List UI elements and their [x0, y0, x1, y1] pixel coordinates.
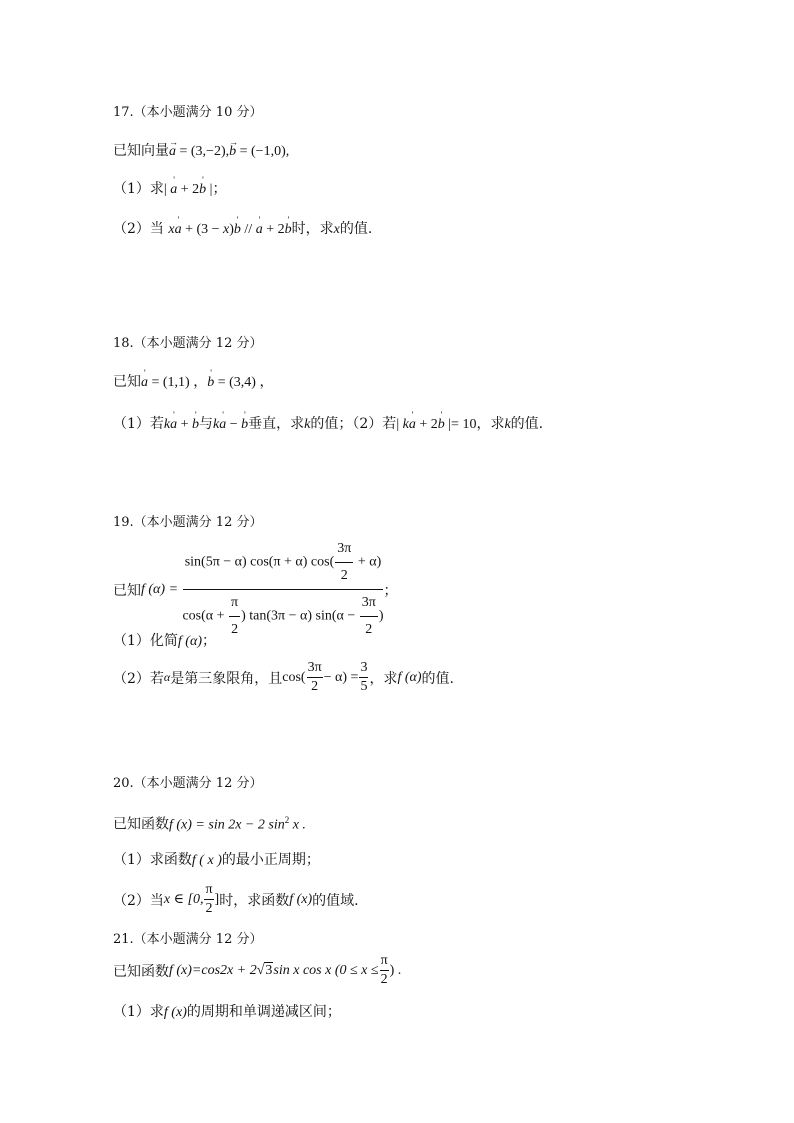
tail-text: ；: [383, 582, 398, 599]
tail-text: 的最小正周期；: [221, 852, 320, 868]
vector-a: → a: [169, 143, 176, 161]
expr-part: + 2: [262, 222, 285, 237]
abs-close: |；: [206, 182, 227, 197]
vector-b: ' b: [192, 416, 199, 434]
tail-text: 的值.: [339, 221, 373, 237]
f-alpha: f (α) =: [141, 581, 179, 597]
problem-19-given: [113, 538, 397, 641]
parallel-symbol: //: [240, 222, 256, 237]
abs-close: |= 10: [444, 417, 477, 432]
fraction-denominator: 2: [231, 622, 239, 637]
fraction-denominator: 2: [340, 568, 348, 583]
problem-21-given: [113, 953, 401, 988]
given-prefix: 已知函数: [113, 963, 169, 980]
fraction-denominator: 2: [380, 972, 388, 987]
expr-part: − α) =: [323, 669, 359, 685]
vector-a: ' a: [409, 416, 416, 434]
vector-a: ' a: [219, 416, 226, 434]
vector-b: ' b: [438, 416, 445, 434]
problem-20-part-1: [113, 851, 320, 870]
fraction-numerator: π: [204, 882, 213, 900]
problem-21-part-1: [113, 1003, 341, 1022]
var-x: x: [168, 222, 175, 237]
plus-two: + 2: [415, 417, 438, 432]
var-k: k: [163, 417, 171, 432]
perp-text: 垂直，求: [248, 416, 305, 432]
var-k: k: [213, 417, 220, 432]
var-k: k: [504, 417, 511, 432]
problem-20-heading: 20.（本小题满分 12 分）: [113, 776, 263, 791]
plus: +: [177, 417, 193, 432]
function-expr-tail: ) .: [389, 962, 402, 978]
expr-part: cos(α +: [182, 608, 229, 624]
var-x: x: [333, 222, 340, 237]
expr-part: sin(5π − α) cos(π + α) cos(: [184, 554, 335, 570]
bracket-close: ]: [214, 891, 220, 907]
vector-a: ' a: [170, 416, 177, 434]
f-x: f ( x ): [191, 853, 222, 868]
problem-18-parts: [113, 415, 543, 434]
vector-a-value: = (1,1) ，: [148, 375, 208, 390]
fraction-denominator: 5: [360, 679, 368, 694]
given-prefix: 已知: [113, 582, 141, 599]
expr-part: ) tan(3π − α) sin(α −: [241, 608, 359, 624]
cos-open: cos(: [282, 669, 306, 685]
problem-17-given: [113, 142, 289, 161]
fraction-3pi-over-2: [307, 660, 323, 695]
tail-text: ，求: [476, 416, 505, 432]
problem-21-heading: 21.（本小题满分 12 分）: [113, 932, 263, 947]
tail-text: 时，求: [291, 221, 334, 237]
with-text: 与: [199, 416, 214, 432]
var-k: k: [402, 417, 409, 432]
big-fraction: [182, 538, 383, 641]
f-alpha: f (α): [177, 634, 202, 649]
tail-text: 的周期和单调递减区间；: [186, 1004, 341, 1020]
vector-b: ' b: [285, 221, 292, 239]
part-label: （1）若: [113, 416, 164, 432]
fraction-3pi-over-2: [360, 592, 378, 641]
problem-19-heading: 19.（本小题满分 12 分）: [113, 515, 263, 530]
var-k: k: [304, 417, 311, 432]
vector-b: ' b: [234, 221, 241, 239]
problem-17-part-1: [113, 180, 226, 199]
given-prefix: 已知: [113, 374, 141, 390]
vector-a: ' a: [256, 221, 263, 239]
condition-text: 是第三象限角，且: [170, 670, 283, 687]
fraction-numerator: 3π: [360, 592, 378, 617]
part-label: （2）当: [113, 892, 164, 909]
part-label: （2）若: [352, 416, 397, 432]
condition-text: 时，求函数: [219, 892, 290, 909]
abs-open: |: [396, 417, 403, 432]
f-alpha: f (α): [397, 669, 422, 685]
part-label: （1）求: [113, 181, 164, 197]
problem-20-part-2: [113, 882, 359, 917]
fraction-numerator: π: [380, 953, 389, 971]
problem-19-part-2: [113, 660, 454, 695]
vector-a: ' a: [141, 374, 148, 392]
function-expr: sin x cos x (0 ≤ x ≤: [273, 962, 379, 978]
part-label: （2）若: [113, 670, 164, 687]
part-label: （1）求函数: [113, 852, 192, 868]
fraction-denominator: 2: [365, 622, 373, 637]
tail-text: 的值域.: [312, 892, 359, 909]
domain-expr: x ∈ [0,: [163, 892, 204, 907]
fraction-numerator: 3: [359, 660, 368, 678]
vector-b-value: = (−1,0),: [236, 144, 290, 159]
f-x: f (x): [289, 891, 313, 907]
fraction-numerator: π: [229, 592, 240, 617]
problem-18-heading: 18.（本小题满分 12 分）: [113, 336, 263, 351]
fraction-3-over-5: [359, 660, 368, 695]
given-prefix: 已知函数: [113, 816, 169, 833]
problem-19-part-1: [113, 632, 216, 651]
vector-b: → b: [229, 143, 236, 161]
function-expr-tail: x .: [289, 817, 306, 833]
var-x: x: [223, 222, 230, 237]
expr-part: ): [229, 222, 234, 237]
fraction-pi-over-2: [380, 953, 389, 988]
fraction-numerator: 3π: [307, 660, 323, 678]
exponent: 2: [284, 815, 290, 825]
vector-a-value: = (3,−2),: [176, 144, 230, 159]
part-label: （1）化简: [113, 633, 178, 649]
f-x: f (x): [163, 1005, 187, 1020]
var-alpha: α: [163, 670, 171, 684]
function-expr: f (x) = sin 2x − 2 sin: [169, 817, 285, 833]
minus: −: [226, 417, 242, 432]
expr-part: ): [378, 608, 384, 624]
tail-text: 的值.: [421, 670, 454, 687]
fraction-denominator: 2: [311, 679, 319, 694]
expr-part: + α): [354, 554, 382, 570]
vector-a: ' a: [175, 221, 182, 239]
problem-17-heading: 17.（本小题满分 10 分）: [113, 105, 263, 120]
tail-text: 的值.: [510, 416, 544, 432]
vector-b: ' b: [241, 416, 248, 434]
value-of-text: 的值；: [310, 416, 353, 432]
vector-b: ' b: [199, 181, 206, 199]
fraction-pi-over-2: [229, 592, 240, 641]
fraction-pi-over-2: [204, 882, 213, 917]
sqrt-radicand: 3: [265, 963, 273, 978]
given-prefix: 已知向量: [113, 143, 169, 159]
fraction-numerator: 3π: [335, 538, 353, 563]
expr-part: + (3 −: [181, 222, 224, 237]
fraction-denominator: 2: [205, 901, 213, 916]
part-label: （1）求: [113, 1004, 164, 1020]
vector-b: ' b: [207, 374, 214, 392]
problem-17-part-2: [113, 220, 372, 239]
tail-text: ，求: [369, 670, 398, 687]
function-expr: f (x)=cos2x + 2: [169, 962, 257, 978]
problem-20-given: [113, 811, 306, 835]
part-label: （2）当: [113, 221, 169, 237]
plus-two: + 2: [177, 182, 200, 197]
sqrt-sign: √: [256, 962, 265, 978]
fraction-3pi-over-2: [335, 538, 353, 587]
vector-a: ' a: [170, 181, 177, 199]
problem-18-given: [113, 373, 273, 392]
tail-text: ；: [201, 633, 216, 649]
big-fraction-numerator: [183, 538, 384, 590]
vector-b-value: = (3,4) ，: [214, 375, 274, 390]
abs-open: |: [163, 182, 171, 197]
